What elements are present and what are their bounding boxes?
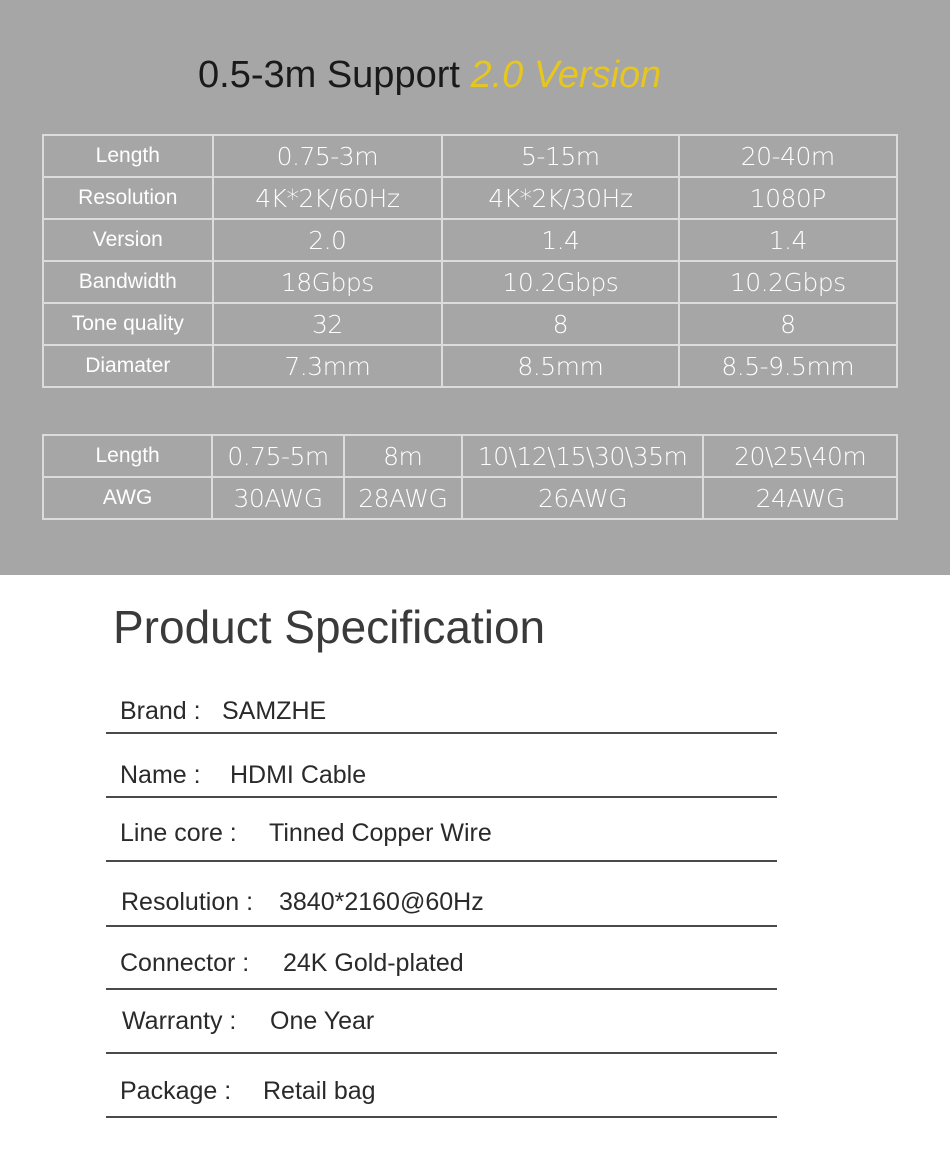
heading-prefix: 0.5-3m Support <box>198 54 460 96</box>
table-cell: 20-40m <box>679 135 897 177</box>
heading-version-highlight: 2.0 Version <box>470 54 662 96</box>
table-row <box>43 177 897 219</box>
table-cell: 20\25\40m <box>703 435 897 477</box>
table-cell: 32 <box>213 303 443 345</box>
spec-value: 24K Gold-plated <box>283 949 464 977</box>
spec-label: Line core : <box>120 819 237 847</box>
spec-label: Brand : <box>120 697 201 725</box>
table-cell: 8.5mm <box>442 345 678 387</box>
table-cell: 18Gbps <box>213 261 443 303</box>
spec-label: Name : <box>120 761 201 789</box>
table-cell: 1080P <box>679 177 897 219</box>
table-cell: 24AWG <box>703 477 897 519</box>
row-label: Diamater <box>43 345 213 387</box>
spec-value: 3840*2160@60Hz <box>279 888 484 916</box>
table-cell: 8.5-9.5mm <box>679 345 897 387</box>
table-cell: 1.4 <box>442 219 678 261</box>
table-cell: 26AWG <box>462 477 704 519</box>
table-cell: 7.3mm <box>213 345 443 387</box>
table-row <box>43 261 897 303</box>
table-cell: 2.0 <box>213 219 443 261</box>
spec-row-name <box>106 752 777 798</box>
spec-label: Warranty : <box>122 1007 237 1035</box>
table-cell: 4K*2K/30Hz <box>442 177 678 219</box>
row-label: Version <box>43 219 213 261</box>
table-row <box>43 219 897 261</box>
table-row-awg <box>43 477 897 519</box>
row-label: Tone quality <box>43 303 213 345</box>
spec-value: Retail bag <box>263 1077 376 1105</box>
row-label: Bandwidth <box>43 261 213 303</box>
spec-row-package <box>106 1068 777 1118</box>
table-cell: 10\12\15\30\35m <box>462 435 704 477</box>
spec-label: Connector : <box>120 949 250 977</box>
row-label: Length <box>43 135 213 177</box>
table-cell: 10.2Gbps <box>679 261 897 303</box>
spec-label: Package : <box>120 1077 232 1105</box>
row-label: Length <box>43 435 212 477</box>
table-cell: 10.2Gbps <box>442 261 678 303</box>
table-cell: 0.75-3m <box>213 135 443 177</box>
spec-value: SAMZHE <box>222 697 327 725</box>
spec-row-line-core <box>106 812 777 862</box>
spec-value: Tinned Copper Wire <box>269 819 492 847</box>
row-label: Resolution <box>43 177 213 219</box>
panel-heading <box>198 54 661 97</box>
table-cell: 0.75-5m <box>212 435 344 477</box>
table-cell: 8 <box>442 303 678 345</box>
table-cell: 28AWG <box>344 477 462 519</box>
table-cell: 4K*2K/60Hz <box>213 177 443 219</box>
spec-row-resolution <box>106 880 777 927</box>
spec-value: One Year <box>270 1007 375 1035</box>
row-label: AWG <box>43 477 212 519</box>
table-row-length <box>43 435 897 477</box>
version-spec-table <box>42 134 898 388</box>
spec-row-brand <box>106 690 777 734</box>
table-row <box>43 345 897 387</box>
product-spec-title: Product Specification <box>113 601 546 653</box>
table-cell: 30AWG <box>212 477 344 519</box>
table-cell: 8m <box>344 435 462 477</box>
table-cell: 5-15m <box>442 135 678 177</box>
spec-row-connector <box>106 942 777 990</box>
spec-label: Resolution : <box>121 888 254 916</box>
table-cell: 1.4 <box>679 219 897 261</box>
spec-row-warranty <box>106 1000 777 1054</box>
table-row <box>43 135 897 177</box>
spec-value: HDMI Cable <box>230 761 367 789</box>
table-row <box>43 303 897 345</box>
awg-spec-table <box>42 434 898 520</box>
table-cell: 8 <box>679 303 897 345</box>
